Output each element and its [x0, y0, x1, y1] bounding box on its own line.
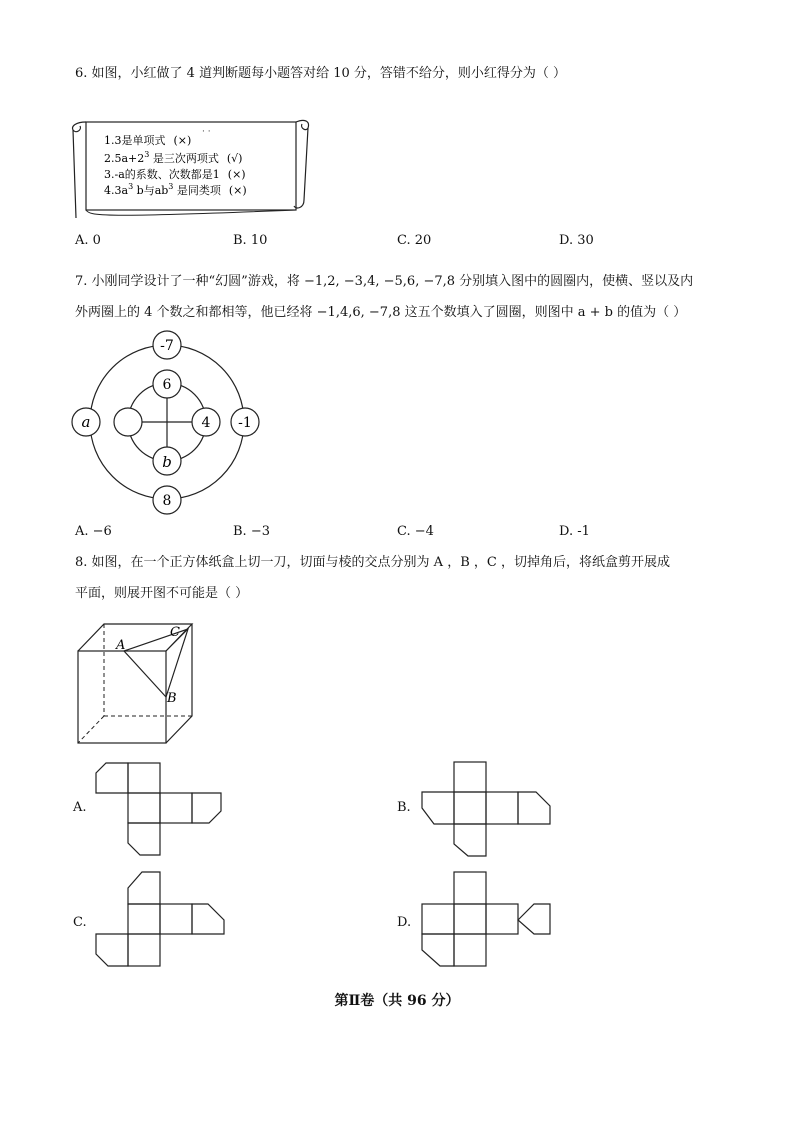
scroll-line-3: 3.-a的系数、次数都是1 (×) — [104, 168, 246, 181]
q8-option-a-label: A. — [73, 800, 87, 815]
svg-text:8: 8 — [162, 493, 172, 509]
svg-text:a: a — [81, 413, 91, 431]
svg-text:6: 6 — [162, 377, 172, 393]
vertex-label-a: A — [116, 638, 126, 653]
scroll-left-roll — [73, 122, 86, 218]
node-right-inner — [192, 408, 220, 436]
svg-text:-1: -1 — [238, 415, 252, 431]
q6-stem: 6. 如图，小红做了 4 道判断题每小题答对给 10 分，答错不给分，则小红得分为（ ） — [75, 66, 567, 81]
node-right-outer — [231, 408, 259, 436]
section-title: 第Ⅱ卷（共 96 分） — [334, 993, 460, 1009]
node-top-inner — [153, 370, 181, 398]
node-bottom-outer — [153, 486, 181, 514]
q8-stem-line-2: 平面，则展开图不可能是（ ） — [75, 586, 249, 601]
q8-option-b-label: B. — [397, 800, 411, 815]
node-left-outer — [72, 408, 100, 436]
node-bottom-inner — [153, 447, 181, 475]
q6-option-b: B. 10 — [233, 233, 268, 248]
scroll-line-4: $4.3a^3$ b与$ab^3$ 是同类项 (×) — [104, 182, 247, 197]
svg-text:b: b — [162, 453, 172, 471]
scroll-line-1: 1.3是单项式 (×) — [104, 134, 192, 147]
q8-stem-line-1: 8. 如图，在一个正方体纸盒上切一刀，切面与棱的交点分别为 A ，B ，C ，切掉角后，将纸盒剪开展成 — [75, 555, 670, 570]
vertex-label-c: C — [170, 625, 180, 640]
vertex-label-b: B — [167, 691, 177, 706]
svg-text:· ·: · · — [202, 127, 211, 137]
q6-option-c: C. 20 — [397, 233, 432, 248]
q7-magic-circle-figure — [66, 330, 266, 520]
node-top-outer — [153, 331, 181, 359]
svg-text:4: 4 — [201, 415, 211, 431]
svg-text:-7: -7 — [160, 338, 174, 354]
q8-net-b — [418, 760, 558, 860]
scroll-line-2: $2.5a+2^3$ 是三次两项式 (√) — [104, 150, 243, 165]
q8-net-d — [418, 868, 558, 972]
scroll-bottom-curl — [86, 210, 296, 215]
q7-option-c: C. −4 — [397, 524, 434, 539]
q7-option-b: B. −3 — [233, 524, 270, 539]
q8-net-c — [92, 868, 232, 972]
node-left-inner — [114, 408, 142, 436]
q8-net-a — [96, 760, 226, 860]
q6-option-a: A. 0 — [75, 233, 101, 248]
q8-option-c-label: C. — [73, 915, 87, 930]
q7-option-a: A. −6 — [75, 524, 112, 539]
q7-option-d: D. -1 — [559, 524, 590, 539]
q8-cube-figure — [70, 615, 200, 750]
q8-option-d-label: D. — [397, 915, 412, 930]
q7-stem-line-1: 7. 小刚同学设计了一种“幻圆”游戏，将 −1,2, −3,4, −5,6, −7,8 分别填入图中的圆圈内，使横、竖以及内 — [75, 274, 694, 289]
q6-scroll-figure — [68, 114, 313, 222]
q7-stem-line-2: 外两圈上的 4 个数之和都相等，他已经将 −1,4,6, −7,8 这五个数填入了圆圈，则图中 a + b 的值为（ ） — [75, 305, 687, 320]
q6-option-d: D. 30 — [559, 233, 594, 248]
